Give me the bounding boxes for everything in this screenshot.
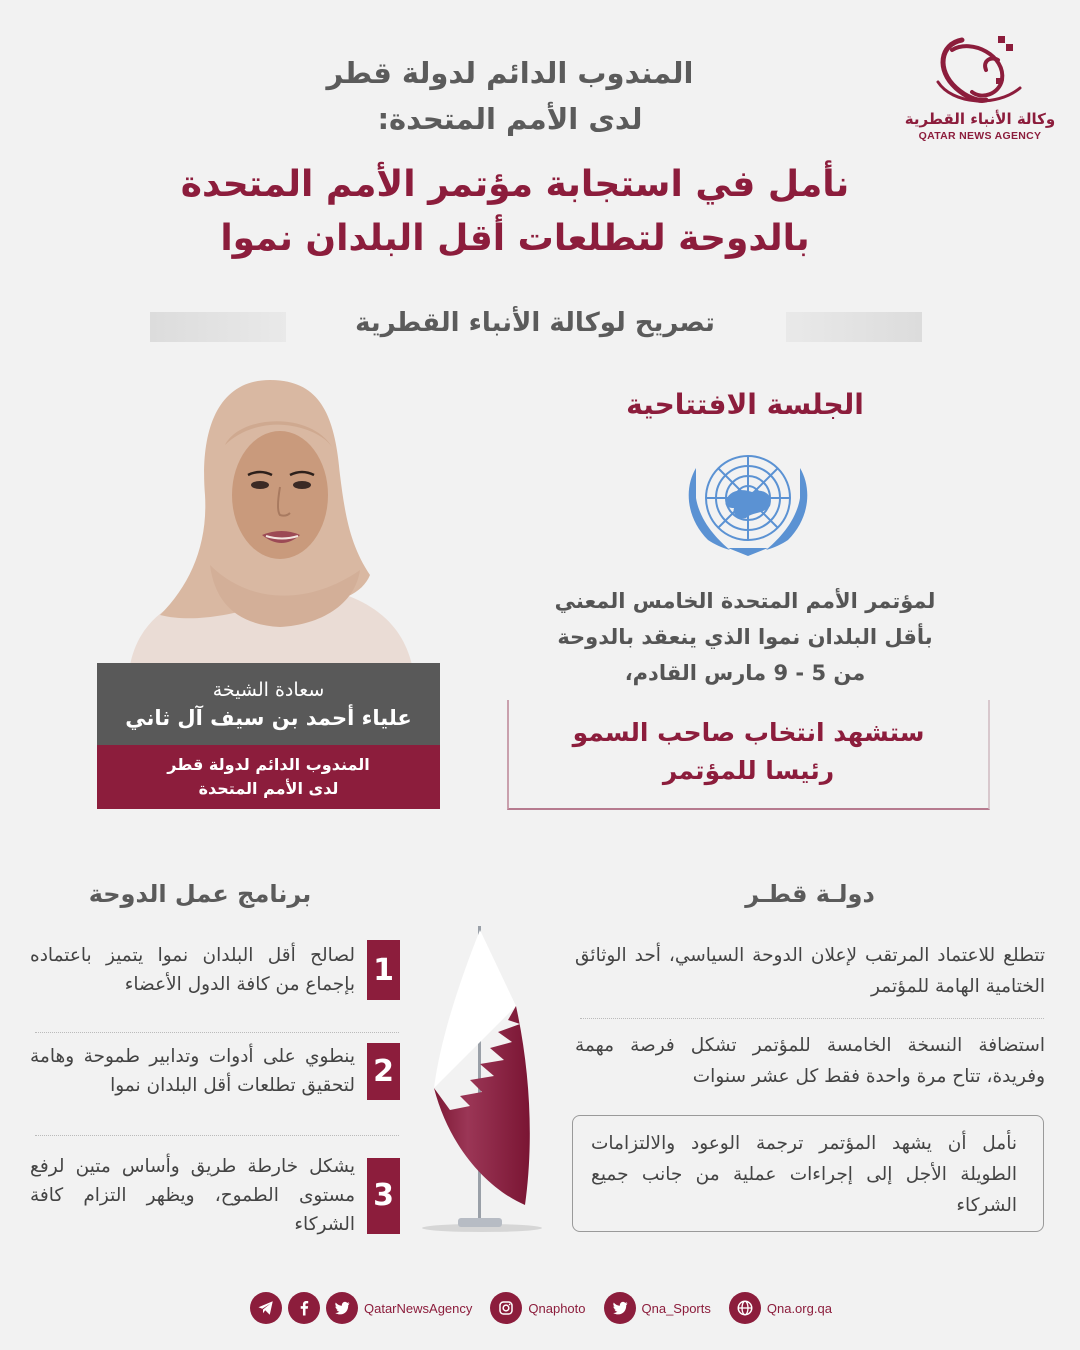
- session-title: الجلسة الافتتاحية: [626, 388, 864, 421]
- session-desc-line: بأقل البلدان نموا الذي ينعقد بالدوحة: [557, 625, 933, 649]
- divider: [35, 1032, 399, 1033]
- divider: [35, 1135, 399, 1136]
- pre-title-line: لدى الأمم المتحدة:: [377, 102, 643, 136]
- twitter-icon[interactable]: [326, 1292, 358, 1324]
- divider: [580, 1018, 1044, 1019]
- main-title-line: بالدوحة لتطلعات أقل البلدان نموا: [220, 218, 810, 259]
- hope-quote-box: [572, 1115, 1044, 1232]
- logo-english-name: QATAR NEWS AGENCY: [918, 130, 1042, 142]
- qatar-flag-icon: [420, 920, 560, 1240]
- qatar-section-title: دولـة قطـر: [745, 880, 875, 908]
- globe-icon[interactable]: [729, 1292, 761, 1324]
- item-number-badge: 3: [367, 1158, 400, 1234]
- decorative-bar-right: [786, 312, 922, 342]
- election-highlight-box: [507, 700, 990, 810]
- qna-emblem-icon: [932, 30, 1028, 108]
- qatar-item-text: استضافة النسخة الخامسة للمؤتمر تشكل فرصة مهمة وفريدة، تتاح مرة واحدة فقط كل عشر سنوات: [575, 1035, 1045, 1087]
- program-item: [30, 1042, 400, 1100]
- program-item: [30, 1152, 400, 1239]
- program-item: [30, 940, 400, 1000]
- telegram-icon[interactable]: [250, 1292, 282, 1324]
- qatar-item-text: نأمل أن يشهد المؤتمر ترجمة الوعود والالتزامات الطويلة الأجل إلى إجراءات عملية من جانب جميع الشركاء: [591, 1133, 1017, 1216]
- role-line: لدى الأمم المتحدة: [198, 779, 339, 798]
- un-emblem-icon: [678, 448, 818, 558]
- social-footer: [250, 1290, 850, 1326]
- portrait-photo: [120, 375, 420, 665]
- role-line: المندوب الدائم لدولة قطر: [167, 755, 370, 774]
- twitter-icon[interactable]: [604, 1292, 636, 1324]
- main-title-line: نأمل في استجابة مؤتمر الأمم المتحدة: [180, 164, 850, 205]
- highlight-line: رئيسا للمؤتمر: [662, 756, 835, 785]
- highlight-line: ستشهد انتخاب صاحب السمو: [572, 718, 925, 747]
- role-card: [97, 745, 440, 809]
- footer-instagram-handle[interactable]: Qnaphoto: [528, 1300, 586, 1316]
- honorific: سعادة الشيخة: [212, 679, 325, 701]
- person-name: علياء أحمد بن سيف آل ثاني: [125, 706, 412, 730]
- session-desc-line: لمؤتمر الأمم المتحدة الخامس المعني: [554, 589, 936, 613]
- doha-program-title: برنامج عمل الدوحة: [88, 880, 312, 908]
- pre-title-line: المندوب الدائم لدولة قطر: [326, 56, 694, 90]
- program-item-text: لصالح أقل البلدان نموا يتميز باعتماده بإجماع من كافة الدول الأعضاء: [30, 945, 355, 995]
- footer-handle-main[interactable]: QatarNewsAgency: [364, 1300, 473, 1316]
- session-desc-line: من 5 - 9 مارس القادم،: [624, 661, 866, 685]
- instagram-icon[interactable]: [490, 1292, 522, 1324]
- name-card: [97, 663, 440, 745]
- decorative-bar-left: [150, 312, 286, 342]
- statement-label: تصريح لوكالة الأنباء القطرية: [355, 308, 715, 338]
- program-item-text: ينطوي على أدوات وتدابير طموحة وهامة لتحقيق تطلعات أقل البلدان نموا: [30, 1046, 355, 1096]
- qna-logo: [900, 30, 1060, 160]
- session-description: [520, 583, 970, 691]
- item-number-badge: 1: [367, 940, 400, 1000]
- facebook-icon[interactable]: [288, 1292, 320, 1324]
- item-number-badge: 2: [367, 1043, 400, 1100]
- logo-arabic-name: وكالة الأنباء القطرية: [904, 110, 1056, 128]
- program-item-text: يشكل خارطة طريق وأساس متين لرفع مستوى الطموح، ويظهر التزام كافة الشركاء: [30, 1156, 355, 1235]
- qatar-item-text: تتطلع للاعتماد المرتقب لإعلان الدوحة السياسي، أحد الوثائق الختامية الهامة للمؤتمر: [575, 945, 1045, 997]
- footer-website[interactable]: Qna.org.qa: [766, 1300, 832, 1316]
- footer-sports-handle[interactable]: Qna_Sports: [641, 1300, 711, 1316]
- pre-title: [200, 50, 820, 142]
- main-title: [120, 158, 910, 266]
